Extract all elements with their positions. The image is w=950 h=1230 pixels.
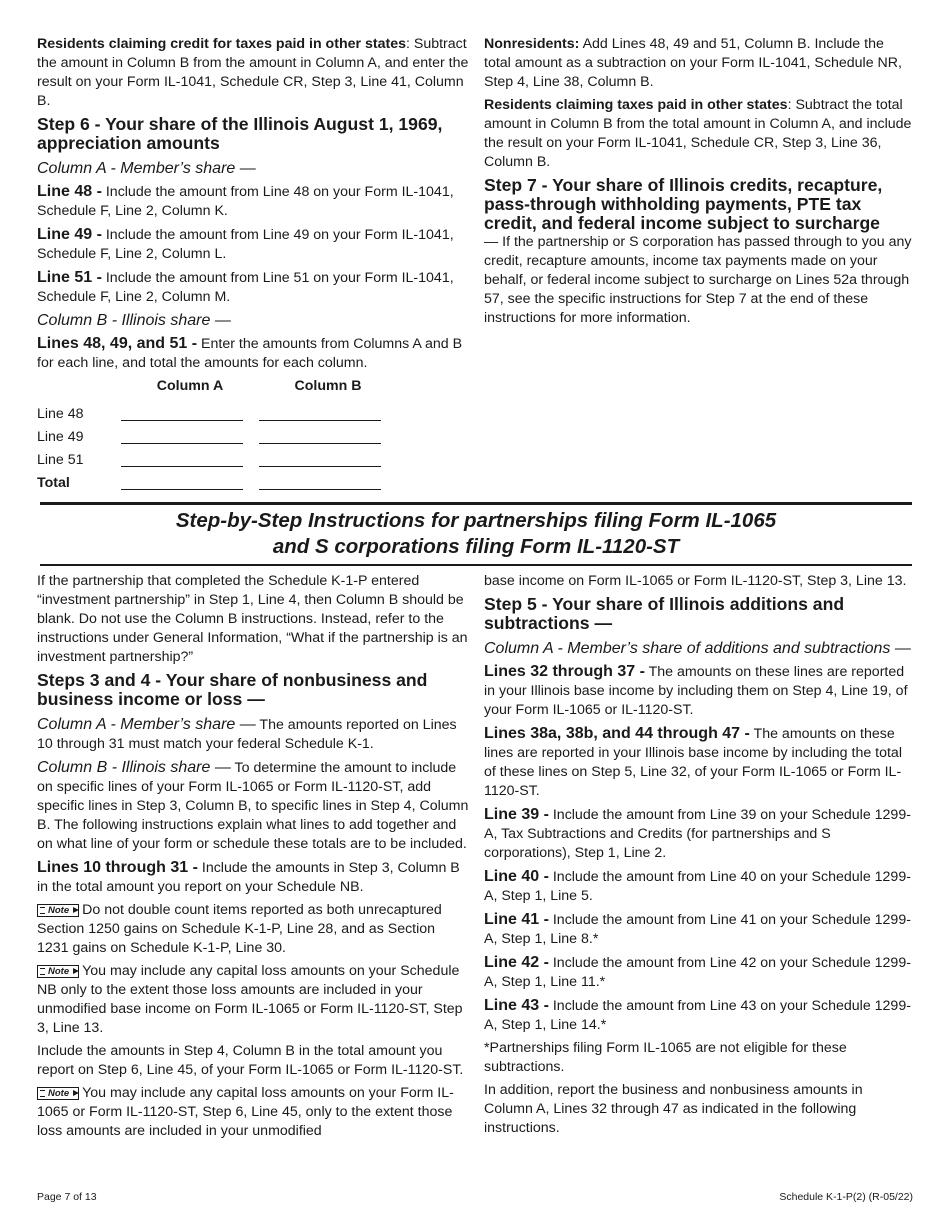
line51-text: Include the amount from Line 51 on your Form IL-1041, Schedule F, Line 2, Column M. bbox=[37, 270, 454, 305]
line39-label: Line 39 - bbox=[484, 806, 549, 823]
line41-text: Include the amount from Line 41 on your Schedule 1299-A, Step 1, Line 8.* bbox=[484, 912, 911, 947]
top-right-column bbox=[484, 35, 914, 332]
steps34-column-a-paragraph bbox=[37, 715, 469, 754]
row-label: Line 49 bbox=[37, 429, 84, 445]
line51-column-a-blank[interactable] bbox=[121, 449, 259, 472]
lines-48-49-51-label: Lines 48, 49, and 51 - bbox=[37, 335, 198, 352]
line42-paragraph bbox=[484, 953, 914, 992]
total-label: Total bbox=[37, 475, 70, 491]
steps34-column-a-label: Column A - Member’s share — bbox=[37, 716, 256, 733]
line42-text: Include the amount from Line 42 on your Schedule 1299-A, Step 1, Line 11.* bbox=[484, 955, 911, 990]
include-step4-paragraph: Include the amounts in Step 4, Column B in the total amount you report on Step 6, Line 45, of your Form IL-1065 or Form IL-1120-ST. bbox=[37, 1043, 464, 1078]
note-3-text: You may include any capital loss amounts on your Form IL-1065 or Form IL-1120-ST, Step 6, Line 45, only to the extent those loss amounts are included in your unmodified bbox=[37, 1085, 454, 1139]
nonresidents-text: Add Lines 48, 49 and 51, Column B. Include the total amount as a subtraction on your Form IL-1041, Schedule NR, Step 4, Line 38, Column B. bbox=[484, 36, 902, 90]
line48-column-a-blank[interactable] bbox=[121, 403, 259, 426]
banner-bottom-rule bbox=[40, 564, 912, 566]
lines10-31-label: Lines 10 through 31 - bbox=[37, 859, 198, 876]
lines10-31-text: Include the amounts in Step 3, Column B in the total amount you report on your Schedule NB. bbox=[37, 860, 460, 895]
line49-text: Include the amount from Line 49 on your Form IL-1041, Schedule F, Line 2, Column L. bbox=[37, 227, 454, 262]
lines38-47-paragraph bbox=[484, 724, 914, 801]
line51-column-b-blank[interactable] bbox=[259, 449, 397, 472]
line49-label: Line 49 - bbox=[37, 226, 102, 243]
steps34-column-b-paragraph bbox=[37, 758, 469, 854]
table-row bbox=[37, 449, 397, 472]
page-number: Page 7 of 13 bbox=[37, 1191, 97, 1203]
investment-partnership-intro: If the partnership that completed the Schedule K-1-P entered “investment partnership” in Step 1, Line 4, then Column B should be blank. Do not use the Column B instructions. Instead, refer to the instructions under General Information, “What if the partnership is an investment partnership?” bbox=[37, 573, 468, 665]
line41-label: Line 41 - bbox=[484, 911, 549, 928]
top-left-column bbox=[37, 35, 469, 495]
appreciation-amounts-table bbox=[37, 377, 397, 495]
line43-text: Include the amount from Line 43 on your Schedule 1299-A, Step 1, Line 14.* bbox=[484, 998, 911, 1033]
lines32-37-paragraph bbox=[484, 662, 914, 720]
steps34-column-a-text: The amounts reported on Lines 10 through 31 must match your federal Schedule K-1. bbox=[37, 717, 457, 752]
residents-taxes-text: Subtract the total amount in Column B from the total amount in Column A, and include the result on your Form IL-1041, Schedule CR, Step 3, Line 36, Column B. bbox=[484, 97, 912, 170]
column-a-header: Column A bbox=[156, 378, 224, 394]
residents-credit-text: Subtract the amount in Column B from the amount in Column A, and enter the result on your Form IL-1041, Schedule CR, Step 3, Line 41, Column B. bbox=[37, 36, 469, 109]
banner-line-2: and S corporations filing Form IL-1120-ST bbox=[272, 535, 680, 558]
note-icon: Note bbox=[37, 965, 79, 978]
banner-top-rule bbox=[40, 502, 912, 505]
line49-column-a-blank[interactable] bbox=[121, 426, 259, 449]
bottom-left-column bbox=[37, 572, 469, 1145]
step6-heading: Step 6 - Your share of the Illinois August 1, 1969, appreciation amounts bbox=[37, 114, 443, 153]
line43-label: Line 43 - bbox=[484, 997, 549, 1014]
lines-48-49-51-paragraph bbox=[37, 334, 469, 373]
line48-column-b-blank[interactable] bbox=[259, 403, 397, 426]
lines10-31-paragraph bbox=[37, 858, 469, 897]
lines-48-49-51-text: Enter the amounts from Columns A and B for each line, and total the amounts for each column. bbox=[37, 336, 463, 371]
note-icon: Note bbox=[37, 1087, 79, 1100]
table-row bbox=[37, 426, 397, 449]
line49-column-b-blank[interactable] bbox=[259, 426, 397, 449]
step5-heading: Step 5 - Your share of Illinois additions and subtractions — bbox=[484, 594, 845, 633]
step6-column-a-heading: Column A - Member’s share — bbox=[37, 160, 256, 177]
row-label: Line 48 bbox=[37, 406, 84, 422]
continued-text: base income on Form IL-1065 or Form IL-1120-ST, Step 3, Line 13. bbox=[484, 573, 907, 589]
line48-paragraph bbox=[37, 182, 469, 221]
residents-credit-paragraph: Residents claiming credit for taxes paid in other states: Subtract the amount in Column B from the amount in Column A, and enter the result on your Form IL-1041, Schedule CR, Step 3, Line 41, Column B. bbox=[37, 36, 469, 109]
line48-text: Include the amount from Line 48 on your Form IL-1041, Schedule F, Line 2, Column K. bbox=[37, 184, 454, 219]
residents-credit-heading: Residents claiming credit for taxes paid in other states bbox=[37, 36, 406, 52]
residents-taxes-heading: Residents claiming taxes paid in other states bbox=[484, 97, 788, 113]
form-identifier: Schedule K-1-P(2) (R-05/22) bbox=[779, 1191, 913, 1203]
nonresidents-heading: Nonresidents: bbox=[484, 36, 580, 52]
banner-line-1: Step-by-Step Instructions for partnerships filing Form IL-1065 bbox=[175, 509, 777, 532]
line40-label: Line 40 - bbox=[484, 868, 549, 885]
note-3-paragraph bbox=[37, 1084, 469, 1141]
line49-paragraph bbox=[37, 225, 469, 264]
row-label: Line 51 bbox=[37, 452, 84, 468]
footnote-paragraph: *Partnerships filing Form IL-1065 are not eligible for these subtractions. bbox=[484, 1040, 847, 1075]
line51-paragraph bbox=[37, 268, 469, 307]
section-banner-title bbox=[40, 508, 912, 560]
addition-paragraph: In addition, report the business and nonbusiness amounts in Column A, Lines 32 through 47 as indicated in the following instructions. bbox=[484, 1082, 863, 1136]
residents-taxes-paragraph: Residents claiming taxes paid in other states: Subtract the total amount in Column B from the total amount in Column A, and include the result on your Form IL-1041, Schedule CR, Step 3, Line 36, Column B. bbox=[484, 97, 912, 170]
step7-heading: Step 7 - Your share of Illinois credits, recapture, pass-through withholding payments, PTE tax credit, and federal income subject to surcharge bbox=[484, 175, 883, 233]
line40-text: Include the amount from Line 40 on your Schedule 1299-A, Step 1, Line 5. bbox=[484, 869, 911, 904]
total-column-b-blank[interactable] bbox=[259, 472, 397, 495]
line51-label: Line 51 - bbox=[37, 269, 102, 286]
steps34-column-b-label: Column B - Illinois share — bbox=[37, 759, 231, 776]
line39-text: Include the amount from Line 39 on your Schedule 1299-A, Tax Subtractions and Credits (for partnerships and S corporations), Step 1, Line 2. bbox=[484, 807, 911, 861]
table-row bbox=[37, 403, 397, 426]
step6-column-b-heading: Column B - Illinois share — bbox=[37, 312, 231, 329]
note-2-text: You may include any capital loss amounts on your Schedule NB only to the extent those loss amounts are included in your unmodified base income on Form IL-1065 or Form IL-1120-ST, Step 3, Line 13. bbox=[37, 963, 463, 1036]
steps34-heading: Steps 3 and 4 - Your share of nonbusiness and business income or loss — bbox=[37, 670, 428, 709]
lines38-47-label: Lines 38a, 38b, and 44 through 47 - bbox=[484, 725, 750, 742]
lines32-37-text: The amounts on these lines are reported in your Illinois base income by including them on Step 4, Line 19, of your Form IL-1065 or IL-1120-ST. bbox=[484, 664, 908, 718]
line40-paragraph bbox=[484, 867, 914, 906]
lines32-37-label: Lines 32 through 37 - bbox=[484, 663, 645, 680]
step7-text: — If the partnership or S corporation has passed through to you any credit, recapture amounts, income tax payments made on your behalf, or federal income subject to surcharge on Lines 52a through 57, see the specific instructions for Step 7 at the end of these instructions for more information. bbox=[484, 234, 912, 326]
line39-paragraph bbox=[484, 805, 914, 863]
total-column-a-blank[interactable] bbox=[121, 472, 259, 495]
bottom-right-column bbox=[484, 572, 914, 1142]
step5-column-a-heading: Column A - Member’s share of additions and subtractions — bbox=[484, 640, 911, 657]
line48-label: Line 48 - bbox=[37, 183, 102, 200]
note-icon: Note bbox=[37, 904, 79, 917]
table-row bbox=[37, 472, 397, 495]
lines38-47-text: The amounts on these lines are reported in your Illinois base income by including the total of these lines on Step 5, Line 32, of your Form IL-1065 or Form IL-1120-ST. bbox=[484, 726, 902, 799]
note-1-text: Do not double count items reported as both unrecaptured Section 1250 gains on Schedule K-1-P, Line 28, and as Section 1231 gains on Schedule K-1-P, Line 30. bbox=[37, 902, 442, 956]
note-1-paragraph bbox=[37, 901, 469, 958]
steps34-column-b-text: To determine the amount to include on specific lines of your Form IL-1065 or Form IL-1120-ST, add specific lines in Step 3, Column B, to specific lines in Step 4, Column B. The following instructions explain what lines to add together and on what line of your form or schedule these totals are to be included. bbox=[37, 760, 469, 852]
column-b-header: Column B bbox=[294, 378, 362, 394]
nonresidents-paragraph bbox=[484, 35, 914, 92]
note-2-paragraph bbox=[37, 962, 469, 1038]
line43-paragraph bbox=[484, 996, 914, 1035]
line42-label: Line 42 - bbox=[484, 954, 549, 971]
line41-paragraph bbox=[484, 910, 914, 949]
